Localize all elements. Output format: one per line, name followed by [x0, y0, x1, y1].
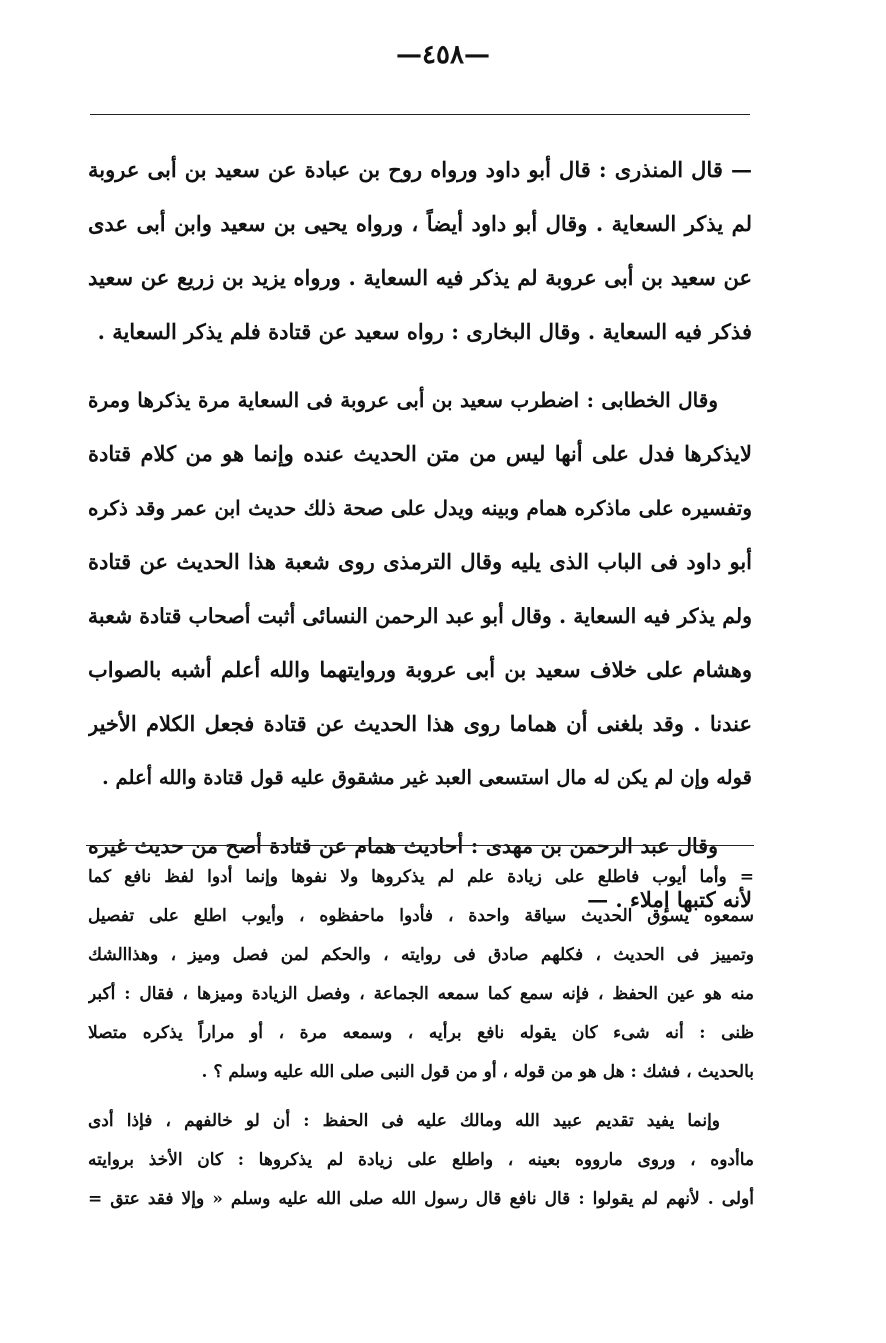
text-line: فذكر فيه السعاية . وقال البخارى : رواه سعيد عن قتادة فلم يذكر السعاية .: [97, 319, 752, 344]
text-line: وتفسيره على ماذكره همام وبينه ويدل على صحة ذلك حديث ابن عمر وقد ذكره: [88, 496, 752, 520]
page-number: —٤٥٨—: [396, 40, 490, 70]
text-line: لم يذكر السعاية . وقال أبو داود أيضاً ، ورواه يحيى بن سعيد وابن أبى عدى: [88, 211, 752, 236]
footnote-line: = وأما أيوب فاطلع على زيادة علم لم يذكروها ولا نفوها وإنما أدوا لفظ نافع كما: [88, 867, 754, 887]
paragraph-2: [88, 373, 752, 805]
header-rule: [90, 114, 750, 115]
text-line: — قال المنذرى : قال أبو داود ورواه روح بن عبادة عن سعيد بن أبى عروبة: [88, 157, 752, 182]
footnote-separator: [86, 845, 754, 846]
footnote-line: وتمييز فى الحديث ، فكلهم صادق فى روايته ، والحكم لمن فصل وميز ، وهذاالشك: [88, 945, 754, 965]
paragraph-gap: [88, 359, 752, 373]
footnote-line: منه هو عين الحفظ ، فإنه سمع كما سمعه الجماعة ، وفصل الزيادة وميزها ، فقال : أكبر: [88, 984, 754, 1004]
footnote-text: [88, 858, 754, 1219]
footnote-line: بالحديث ، فشك : هل هو من قوله ، أو من قول النبى صلى الله عليه وسلم ؟ .: [201, 1062, 754, 1082]
text-line: لأنه كتبها إملاء . —: [587, 887, 752, 912]
text-line: عندنا . وقد بلغنى أن هماما روى هذا الحديث عن قتادة فجعل الكلام الأخير: [88, 711, 752, 736]
footnote-line: ظنى : أنه شىء كان يقوله نافع برأيه ، وسمعه مرة ، أو مراراً يذكره متصلا: [88, 1023, 754, 1043]
text-line: لايذكرها فدل على أنها ليس من متن الحديث عنده وإنما هو من كلام قتادة: [88, 441, 752, 466]
paragraph-1: [88, 143, 752, 359]
text-line: قوله وإن لم يكن له مال استسعى العبد غير مشقوق عليه قول قتادة والله أعلم .: [101, 766, 752, 789]
footnote-paragraph-2: [88, 1102, 754, 1219]
paragraph-gap: [88, 1092, 754, 1102]
footnote-line: ماأدوه ، وروى مارووه بعينه ، واطلع على زيادة لم يذكروها : كان الأخذ بروايته: [88, 1150, 754, 1170]
text-line: وهشام على خلاف سعيد بن أبى عروبة وروايتهما والله أعلم أشبه بالصواب: [88, 657, 752, 682]
main-text: [88, 143, 752, 927]
text-line: وقال الخطابى : اضطرب سعيد بن أبى عروبة فى السعاية مرة يذكرها ومرة: [88, 388, 718, 412]
footnote-paragraph-1: [88, 858, 754, 1092]
text-line: أبو داود فى الباب الذى يليه وقال الترمذى روى شعبة هذا الحديث عن قتادة: [88, 549, 752, 574]
text-line: عن سعيد بن أبى عروبة لم يذكر فيه السعاية . ورواه يزيد بن زريع عن سعيد: [88, 265, 752, 290]
text-line: ولم يذكر فيه السعاية . وقال أبو عبد الرحمن النسائى أثبت أصحاب قتادة شعبة: [88, 604, 752, 628]
footnote-line: سمعوه يسوق الحديث سياقة واحدة ، فأدوا ماحفظوه ، وأيوب اطلع على تفصيل: [88, 906, 754, 926]
footnote-line: أولى . لأنهم لم يقولوا : قال نافع قال رسول الله صلى الله عليه وسلم « وإلا فقد عتق =: [88, 1189, 754, 1209]
text-line: وقال عبد الرحمن بن مهدى : أحاديث همام عن قتادة أصح من حديث غيره: [88, 834, 718, 858]
footnote-line: وإنما يفيد تقديم عبيد الله ومالك عليه فى الحفظ : أن لو خالفهم ، فإذا أدى: [88, 1111, 720, 1131]
paragraph-gap: [88, 805, 752, 819]
